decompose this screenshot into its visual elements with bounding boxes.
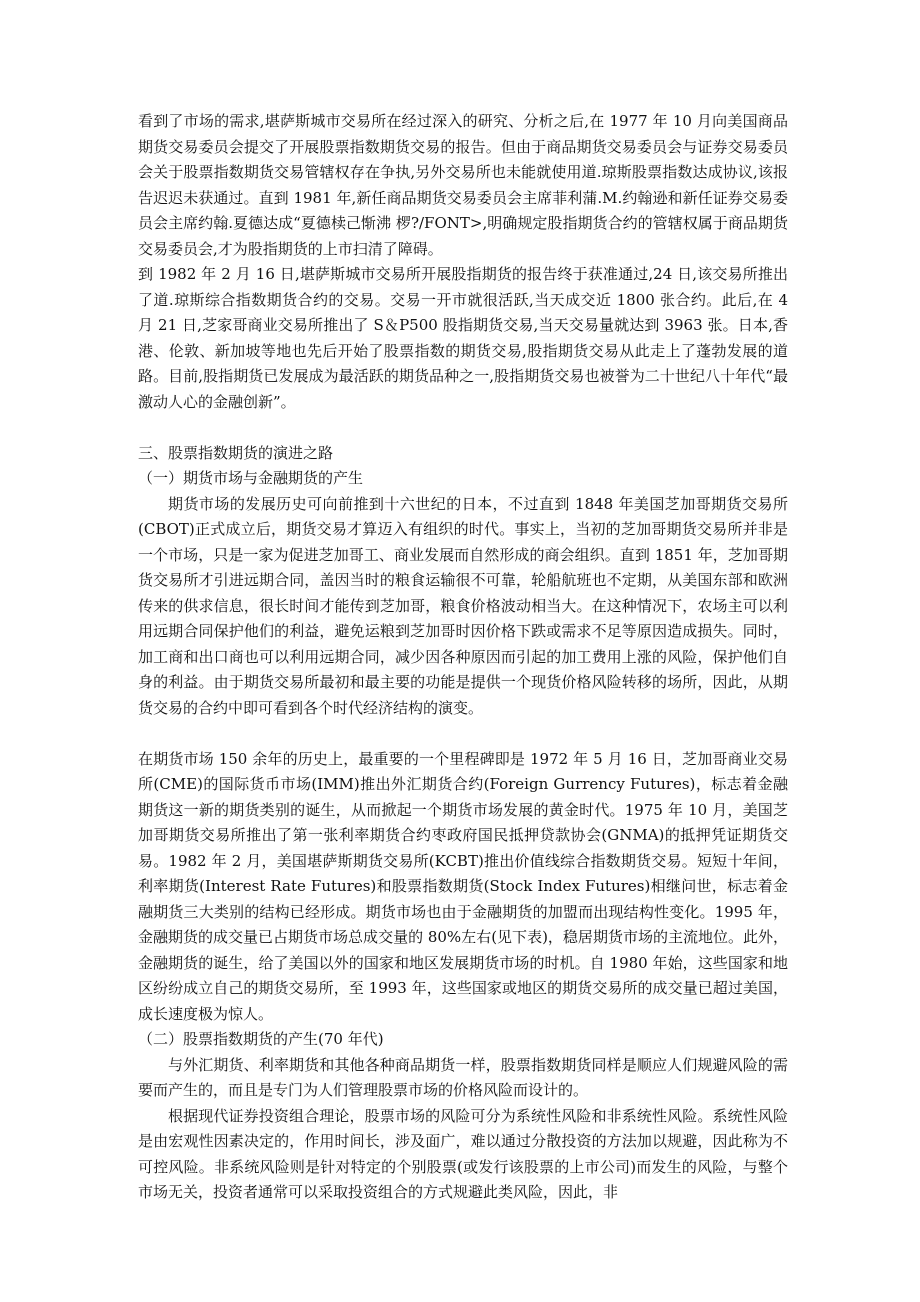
section-heading: 三、股票指数期货的演进之路 [138,443,334,462]
document-page [138,109,788,1206]
paragraph-gap [138,721,788,747]
subsection-heading-2: （二）股票指数期货的产生(70 年代) [138,1030,384,1048]
paragraph-gap [138,415,788,441]
paragraph-3: 期货市场的发展历史可向前推到十六世纪的日本，不过直到 1848 年美国芝加哥期货交易所(CBOT)正式成立后，期货交易才算迈入有组织的时代。事实上，当初的芝加哥期货交易所并非是一个市场，只是一家为促进芝加哥工、商业发展而自然形成的商会组织。直到 1851 年，芝加哥期货交易所才引进远期合同，盖因当时的粮食运输很不可靠，轮船航班也不定期，从美国东部和欧洲传来的供求信息，很长时间才能传到芝加哥，粮食价格波动相当大。在这种情况下，农场主可以利用远期合同保护他们的利益，避免运粮到芝加哥时因价格下跌或需求不足等原因造成损失。同时，加工商和出口商也可以利用远期合同，减少因各种原因而引起的加工费用上涨的风险，保护他们自身的利益。由于期货交易所最初和最主要的功能是提供一个现货价格风险转移的场所，因此，从期货交易的合约中即可看到各个时代经济结构的演变。 [138,494,788,717]
paragraph-4: 在期货市场 150 余年的历史上，最重要的一个里程碑即是 1972 年 5 月 16 日，芝加哥商业交易所(CME)的国际货币市场(IMM)推出外汇期货合约(Foreign Gurrency Futures)，标志着金融期货这一新的期货类别的诞生，从而掀起一个期货市场发展的黄金时代。1975 年 10 月，美国芝加哥期货交易所推出了第一张利率期货合约枣政府国民抵押贷款协会(GNMA)的抵押凭证期货交易。1982 年 2 月，美国堪萨斯期货交易所(KCBT)推出价值线综合指数期货交易。短短十年间，利率期货(Interest Rate Futures)和股票指数期货(Stock Index Futures)相继问世，标志着金融期货三大类别的结构已经形成。期货市场也由于金融期货的加盟而出现结构性变化。1995 年，金融期货的成交量已占期货市场总成交量的 80%左右(见下表)，稳居期货市场的主流地位。此外，金融期货的诞生，给了美国以外的国家和地区发展期货市场的时机。自 1980 年始，这些国家和地区纷纷成立自己的期货交易所，至 1993 年，这些国家或地区的期货交易所的成交量已超过美国，成长速度极为惊人。 [138,749,788,1023]
paragraph-2: 到 1982 年 2 月 16 日,堪萨斯城市交易所开展股指期货的报告终于获准通过,24 日,该交易所推出了道.琼斯综合指数期货合约的交易。交易一开市就很活跃,当天成交近 1800 张合约。此后,在 4 月 21 日,芝家哥商业交易所推出了 S＆P500 股指期货交易,当天交易量就达到 3963 张。日本,香港、伦敦、新加坡等地也先后开始了股票指数的期货交易,股指期货交易从此走上了蓬勃发展的道路。目前,股指期货已发展成为最活跃的期货品种之一,股指期货交易也被誉为二十世纪八十年代“最激动人心的金融创新”。 [138,265,788,411]
paragraph-5: 与外汇期货、利率期货和其他各种商品期货一样，股票指数期货同样是顺应人们规避风险的需要而产生的，而且是专门为人们管理股票市场的价格风险而设计的。 [138,1055,788,1099]
subsection-heading-1: （一）期货市场与金融期货的产生 [138,469,364,487]
paragraph-1: 看到了市场的需求,堪萨斯城市交易所在经过深入的研究、分析之后,在 1977 年 10 月向美国商品期货交易委员会提交了开展股票指数期货交易的报告。但由于商品期货交易委员会与证券交易委员会关于股票指数期货交易管辖权存在争执,另外交易所也未能就使用道.琼斯股票指数达成协议,该报告迟迟未获通过。直到 1981 年,新任商品期货交易委员会主席菲利蒲.M.约翰逊和新任证券交易委员会主席约翰.夏德达成“夏德椟己惭沸 椤?/FONT>,明确规定股指期货合约的管辖权属于商品期货交易委员会,才为股指期货的上市扫清了障碍。 [138,112,788,258]
paragraph-6: 根据现代证券投资组合理论，股票市场的风险可分为系统性风险和非系统性风险。系统性风险是由宏观性因素决定的，作用时间长，涉及面广，难以通过分散投资的方法加以规避，因此称为不可控风险。非系统风险则是针对特定的个别股票(或发行该股票的上市公司)而发生的风险，与整个市场无关，投资者通常可以采取投资组合的方式规避此类风险，因此，非 [138,1106,788,1201]
